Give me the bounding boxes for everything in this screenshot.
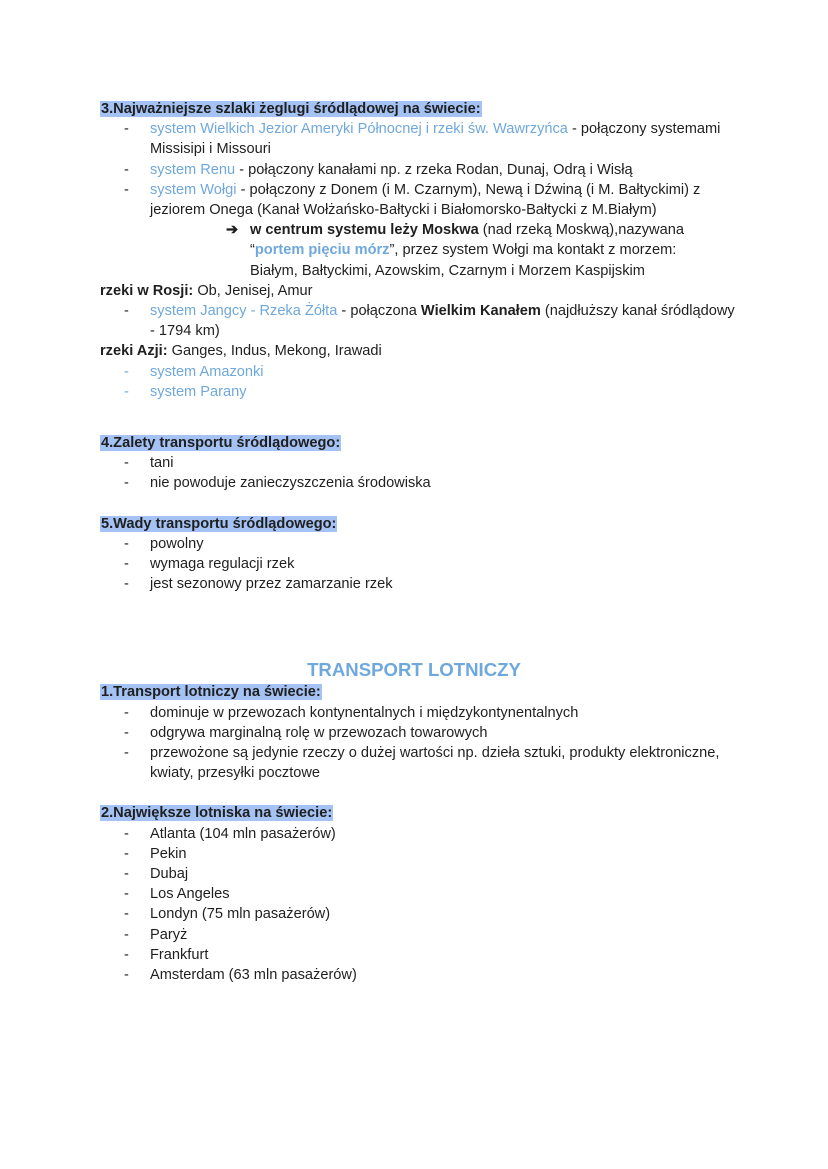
list-item: - powolny <box>100 534 740 554</box>
list-item <box>100 301 740 341</box>
list-item <box>100 180 740 220</box>
section-heading-5: 5.Wady transportu śródlądowego: <box>101 515 337 532</box>
list-item: - dominuje w przewozach kontynentalnych i międzykontynentalnych <box>100 703 740 723</box>
azja-rivers <box>100 341 740 361</box>
air-heading-2: 2.Największe lotniska na świecie: <box>101 805 333 822</box>
rosja-rivers <box>100 281 740 301</box>
azja-label: rzeki Azji: <box>100 343 168 360</box>
airports-list <box>100 824 740 986</box>
list-item: - system Amazonki <box>100 362 740 382</box>
waterway-description: - połączony kanałami np. z rzeka Rodan, Dunaj, Odrą i Wisłą <box>235 161 633 178</box>
list-item: - Pekin <box>100 844 740 864</box>
list-item: - Paryż <box>100 925 740 945</box>
air-facts-list <box>100 703 740 784</box>
section-heading-4: 4.Zalety transportu śródlądowego: <box>101 435 341 452</box>
seas-line: Białym, Bałtyckimi, Azowskim, Czarnym i Morzem Kaspijskim <box>250 262 645 279</box>
rosja-values: Ob, Jenisej, Amur <box>193 282 313 299</box>
arrow-icon: ➔ <box>226 222 239 239</box>
list-item <box>100 119 740 159</box>
waterway-name: system Wielkich Jezior Ameryki Północnej i rzeki św. Wawrzyńca <box>150 121 568 138</box>
air-heading-1: 1.Transport lotniczy na świecie: <box>101 684 321 701</box>
jangcy-text: - połączona <box>337 303 421 320</box>
waterway-name: system Renu <box>150 161 236 178</box>
list-item: - Amsterdam (63 mln pasażerów) <box>100 965 740 985</box>
list-item <box>100 160 740 180</box>
moskwa-note <box>100 220 740 240</box>
page-section-title: TRANSPORT LOTNICZY <box>307 659 521 681</box>
quote-open: “ <box>250 242 255 259</box>
jangcy-bold-text: Wielkim Kanałem <box>420 303 541 320</box>
list-item: - tani <box>100 453 740 473</box>
porty-text: ”, przez system Wołgi ma kontakt z morzem: <box>389 242 677 259</box>
azja-values: Ganges, Indus, Mekong, Irawadi <box>167 343 382 360</box>
porty-bold-text: portem pięciu mórz <box>254 242 390 259</box>
advantages-list <box>100 453 740 493</box>
waterway-name: system Jangcy - Rzeka Żółta <box>150 303 338 320</box>
list-item: - Los Angeles <box>100 884 740 904</box>
section-heading-3: 3.Najważniejsze szlaki żeglugi śródlądowej na świecie: <box>101 101 481 117</box>
list-item: - jest sezonowy przez zamarzanie rzek <box>100 574 740 594</box>
waterway-description: - połączony z Donem (i M. Czarnym), Newą i Dźwiną (i M. Bałtyckimi) z jeziorem Onega (Kanał Wołżańsko-Bałtycki i Białomorsko-Bałtycki z M.Białym) <box>150 181 701 218</box>
list-item: - przewożone są jedynie rzeczy o dużej wartości np. dzieła sztuki, produkty elektroniczne, kwiaty, przesyłki pocztowe <box>100 743 740 783</box>
moskwa-text: (nad rzeką Moskwą),nazywana <box>478 222 684 239</box>
jangcy-list <box>100 301 740 341</box>
south-america-list <box>100 362 740 402</box>
list-item: - odgrywa marginalną rolę w przewozach towarowych <box>100 723 740 743</box>
waterway-name: system Wołgi <box>150 181 237 198</box>
jangcy-rest-text: (najdłuższy kanał śródlądowy - 1794 km) <box>150 303 735 340</box>
document-page <box>100 99 740 985</box>
rosja-label: rzeki w Rosji: <box>100 282 194 299</box>
waterway-description: - połączony systemami Missisipi i Missouri <box>150 121 721 158</box>
list-item: - system Parany <box>100 382 740 402</box>
disadvantages-list <box>100 534 740 595</box>
list-item: - nie powoduje zanieczyszczenia środowiska <box>100 473 740 493</box>
moskwa-bold-text: w centrum systemu leży Moskwa <box>250 222 479 239</box>
list-item: - Atlanta (104 mln pasażerów) <box>100 824 740 844</box>
list-item: - Frankfurt <box>100 945 740 965</box>
porty-note <box>100 240 740 260</box>
list-item: - Dubaj <box>100 864 740 884</box>
waterways-list <box>100 119 740 220</box>
list-item: - wymaga regulacji rzek <box>100 554 740 574</box>
list-item: - Londyn (75 mln pasażerów) <box>100 904 740 924</box>
